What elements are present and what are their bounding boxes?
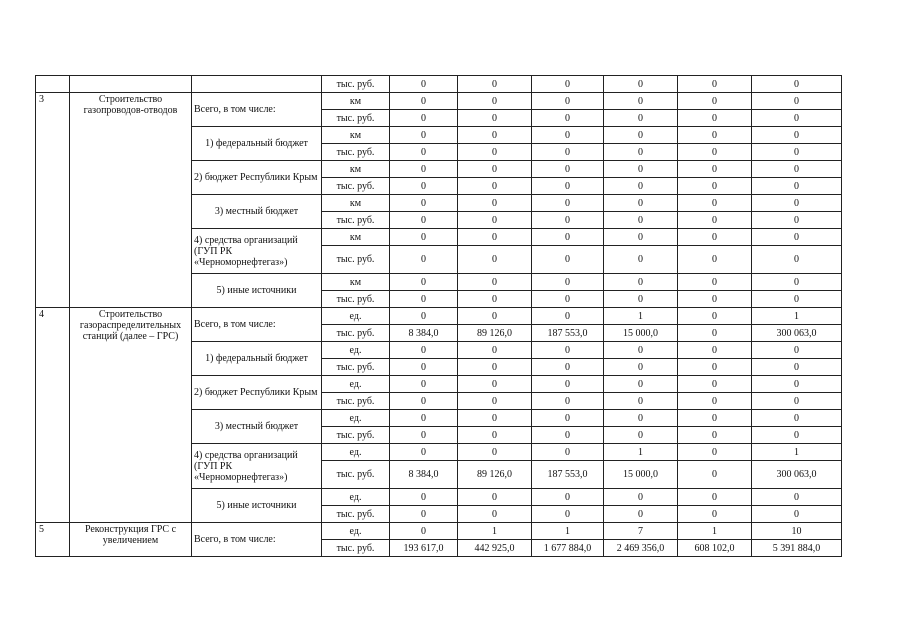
value-cell: 0 [532, 410, 604, 427]
value-cell: 0 [532, 274, 604, 291]
value-cell: 1 [752, 444, 842, 461]
unit-cell: тыс. руб. [322, 178, 390, 195]
funding-source: Всего, в том числе: [192, 308, 322, 342]
unit-cell: ед. [322, 444, 390, 461]
unit-cell: тыс. руб. [322, 212, 390, 229]
value-cell: 0 [752, 291, 842, 308]
value-cell: 0 [532, 291, 604, 308]
value-cell: 89 126,0 [458, 325, 532, 342]
value-cell: 0 [604, 161, 678, 178]
value-cell: 0 [678, 229, 752, 246]
value-cell: 0 [532, 427, 604, 444]
table-row [36, 523, 842, 540]
value-cell: 0 [678, 93, 752, 110]
value-cell: 0 [678, 178, 752, 195]
value-cell: 0 [604, 93, 678, 110]
value-cell: 5 391 884,0 [752, 540, 842, 557]
row-number: 4 [36, 308, 70, 523]
value-cell: 0 [532, 359, 604, 376]
value-cell: 0 [678, 444, 752, 461]
value-cell: 0 [532, 144, 604, 161]
value-cell: 0 [390, 93, 458, 110]
unit-cell: тыс. руб. [322, 291, 390, 308]
unit-cell: км [322, 161, 390, 178]
value-cell: 0 [752, 489, 842, 506]
value-cell: 0 [604, 110, 678, 127]
unit-cell: тыс. руб. [322, 427, 390, 444]
value-cell: 0 [752, 127, 842, 144]
value-cell: 608 102,0 [678, 540, 752, 557]
value-cell: 8 384,0 [390, 461, 458, 489]
row-number [36, 76, 70, 93]
value-cell: 0 [678, 110, 752, 127]
value-cell: 0 [752, 161, 842, 178]
value-cell: 0 [678, 359, 752, 376]
table-row [36, 308, 842, 325]
value-cell: 0 [532, 342, 604, 359]
value-cell: 0 [678, 76, 752, 93]
value-cell: 0 [678, 246, 752, 274]
value-cell: 1 [532, 523, 604, 540]
value-cell: 0 [532, 161, 604, 178]
funding-source: 2) бюджет Республики Крым [192, 161, 322, 195]
value-cell: 0 [458, 161, 532, 178]
value-cell: 0 [390, 342, 458, 359]
value-cell: 0 [752, 229, 842, 246]
value-cell: 0 [604, 178, 678, 195]
value-cell: 0 [532, 489, 604, 506]
unit-cell: км [322, 274, 390, 291]
value-cell: 0 [678, 274, 752, 291]
value-cell: 0 [458, 427, 532, 444]
value-cell: 0 [390, 523, 458, 540]
value-cell: 0 [532, 76, 604, 93]
value-cell: 0 [532, 308, 604, 325]
value-cell: 0 [390, 246, 458, 274]
unit-cell: ед. [322, 410, 390, 427]
value-cell: 0 [678, 410, 752, 427]
value-cell: 0 [604, 76, 678, 93]
value-cell: 1 [458, 523, 532, 540]
value-cell: 0 [678, 291, 752, 308]
value-cell: 0 [752, 110, 842, 127]
value-cell: 0 [678, 506, 752, 523]
unit-cell: ед. [322, 376, 390, 393]
value-cell: 442 925,0 [458, 540, 532, 557]
value-cell: 0 [458, 110, 532, 127]
value-cell: 0 [458, 274, 532, 291]
value-cell: 0 [458, 376, 532, 393]
value-cell: 0 [752, 376, 842, 393]
value-cell: 0 [604, 144, 678, 161]
unit-cell: км [322, 229, 390, 246]
value-cell: 187 553,0 [532, 461, 604, 489]
value-cell: 0 [604, 393, 678, 410]
value-cell: 0 [390, 195, 458, 212]
value-cell: 0 [532, 212, 604, 229]
value-cell: 0 [458, 359, 532, 376]
value-cell: 0 [458, 489, 532, 506]
value-cell: 10 [752, 523, 842, 540]
value-cell: 0 [532, 444, 604, 461]
funding-source: 4) средства организаций (ГУП РК «Черноморнефтегаз») [192, 444, 322, 489]
value-cell: 0 [678, 308, 752, 325]
value-cell: 0 [678, 127, 752, 144]
value-cell: 0 [532, 127, 604, 144]
value-cell: 0 [390, 274, 458, 291]
value-cell: 0 [390, 144, 458, 161]
value-cell: 0 [458, 212, 532, 229]
value-cell: 0 [532, 93, 604, 110]
value-cell: 0 [604, 212, 678, 229]
value-cell: 1 [678, 523, 752, 540]
value-cell: 300 063,0 [752, 325, 842, 342]
value-cell: 0 [752, 144, 842, 161]
value-cell: 0 [458, 246, 532, 274]
value-cell: 0 [678, 376, 752, 393]
unit-cell: тыс. руб. [322, 506, 390, 523]
value-cell: 0 [604, 506, 678, 523]
value-cell: 0 [678, 342, 752, 359]
value-cell: 0 [390, 393, 458, 410]
value-cell: 0 [532, 178, 604, 195]
value-cell: 0 [458, 506, 532, 523]
unit-cell: ед. [322, 489, 390, 506]
value-cell: 1 [604, 308, 678, 325]
value-cell: 0 [390, 212, 458, 229]
value-cell: 0 [390, 110, 458, 127]
value-cell: 0 [604, 195, 678, 212]
value-cell: 0 [458, 144, 532, 161]
value-cell: 0 [532, 195, 604, 212]
value-cell: 0 [458, 308, 532, 325]
value-cell: 0 [390, 229, 458, 246]
value-cell: 0 [458, 93, 532, 110]
unit-cell: ед. [322, 523, 390, 540]
funding-source: 3) местный бюджет [192, 410, 322, 444]
value-cell: 0 [532, 376, 604, 393]
funding-source: 4) средства организаций (ГУП РК «Черноморнефтегаз») [192, 229, 322, 274]
value-cell: 0 [458, 291, 532, 308]
unit-cell: тыс. руб. [322, 540, 390, 557]
value-cell: 15 000,0 [604, 325, 678, 342]
value-cell: 0 [678, 461, 752, 489]
value-cell: 0 [752, 93, 842, 110]
value-cell: 0 [458, 410, 532, 427]
value-cell: 0 [678, 161, 752, 178]
value-cell: 0 [752, 427, 842, 444]
funding-source: 5) иные источники [192, 274, 322, 308]
value-cell: 0 [390, 178, 458, 195]
value-cell: 0 [604, 229, 678, 246]
value-cell: 0 [604, 359, 678, 376]
value-cell: 0 [532, 393, 604, 410]
value-cell: 0 [752, 246, 842, 274]
funding-source: Всего, в том числе: [192, 93, 322, 127]
value-cell: 0 [458, 393, 532, 410]
unit-cell: тыс. руб. [322, 393, 390, 410]
activity-name [70, 76, 192, 93]
funding-source: Всего, в том числе: [192, 523, 322, 557]
value-cell: 0 [390, 308, 458, 325]
value-cell: 15 000,0 [604, 461, 678, 489]
value-cell: 0 [752, 342, 842, 359]
funding-source: 2) бюджет Республики Крым [192, 376, 322, 410]
value-cell: 0 [390, 444, 458, 461]
value-cell: 0 [604, 127, 678, 144]
value-cell: 0 [390, 489, 458, 506]
value-cell: 0 [678, 489, 752, 506]
unit-cell: тыс. руб. [322, 325, 390, 342]
value-cell: 187 553,0 [532, 325, 604, 342]
value-cell: 0 [752, 212, 842, 229]
activity-name: Реконструкция ГРС с увеличением [70, 523, 192, 557]
funding-source [192, 76, 322, 93]
value-cell: 0 [532, 229, 604, 246]
value-cell: 0 [390, 127, 458, 144]
value-cell: 193 617,0 [390, 540, 458, 557]
value-cell: 0 [604, 246, 678, 274]
budget-table [35, 75, 842, 557]
value-cell: 0 [390, 161, 458, 178]
value-cell: 0 [458, 229, 532, 246]
unit-cell: ед. [322, 308, 390, 325]
value-cell: 0 [532, 246, 604, 274]
value-cell: 0 [678, 325, 752, 342]
value-cell: 300 063,0 [752, 461, 842, 489]
value-cell: 0 [390, 410, 458, 427]
value-cell: 0 [752, 274, 842, 291]
value-cell: 0 [458, 444, 532, 461]
value-cell: 0 [458, 342, 532, 359]
unit-cell: км [322, 127, 390, 144]
value-cell: 8 384,0 [390, 325, 458, 342]
value-cell: 0 [604, 427, 678, 444]
value-cell: 0 [458, 127, 532, 144]
value-cell: 0 [604, 410, 678, 427]
unit-cell: тыс. руб. [322, 110, 390, 127]
unit-cell: тыс. руб. [322, 144, 390, 161]
row-number: 5 [36, 523, 70, 557]
value-cell: 0 [458, 76, 532, 93]
unit-cell: км [322, 93, 390, 110]
value-cell: 0 [532, 110, 604, 127]
unit-cell: км [322, 195, 390, 212]
value-cell: 0 [604, 489, 678, 506]
row-number: 3 [36, 93, 70, 308]
value-cell: 0 [752, 506, 842, 523]
value-cell: 0 [678, 195, 752, 212]
value-cell: 0 [678, 427, 752, 444]
unit-cell: тыс. руб. [322, 76, 390, 93]
unit-cell: тыс. руб. [322, 461, 390, 489]
value-cell: 0 [390, 291, 458, 308]
funding-source: 1) федеральный бюджет [192, 342, 322, 376]
value-cell: 0 [604, 291, 678, 308]
value-cell: 0 [752, 178, 842, 195]
value-cell: 89 126,0 [458, 461, 532, 489]
value-cell: 0 [752, 195, 842, 212]
value-cell: 0 [390, 376, 458, 393]
value-cell: 0 [752, 359, 842, 376]
value-cell: 2 469 356,0 [604, 540, 678, 557]
value-cell: 0 [458, 195, 532, 212]
table-row [36, 76, 842, 93]
value-cell: 0 [532, 506, 604, 523]
value-cell: 0 [604, 274, 678, 291]
activity-name: Строительство газопроводов-отводов [70, 93, 192, 308]
funding-source: 1) федеральный бюджет [192, 127, 322, 161]
value-cell: 0 [390, 427, 458, 444]
funding-source: 3) местный бюджет [192, 195, 322, 229]
value-cell: 0 [752, 76, 842, 93]
funding-source: 5) иные источники [192, 489, 322, 523]
value-cell: 1 [604, 444, 678, 461]
value-cell: 0 [390, 359, 458, 376]
table-row [36, 93, 842, 110]
value-cell: 0 [752, 393, 842, 410]
value-cell: 0 [458, 178, 532, 195]
activity-name: Строительство газораспределительных станций (далее – ГРС) [70, 308, 192, 523]
unit-cell: ед. [322, 342, 390, 359]
unit-cell: тыс. руб. [322, 246, 390, 274]
value-cell: 0 [390, 506, 458, 523]
value-cell: 0 [678, 144, 752, 161]
value-cell: 7 [604, 523, 678, 540]
value-cell: 0 [604, 342, 678, 359]
value-cell: 0 [604, 376, 678, 393]
value-cell: 1 [752, 308, 842, 325]
value-cell: 1 677 884,0 [532, 540, 604, 557]
unit-cell: тыс. руб. [322, 359, 390, 376]
value-cell: 0 [752, 410, 842, 427]
value-cell: 0 [390, 76, 458, 93]
value-cell: 0 [678, 393, 752, 410]
value-cell: 0 [678, 212, 752, 229]
